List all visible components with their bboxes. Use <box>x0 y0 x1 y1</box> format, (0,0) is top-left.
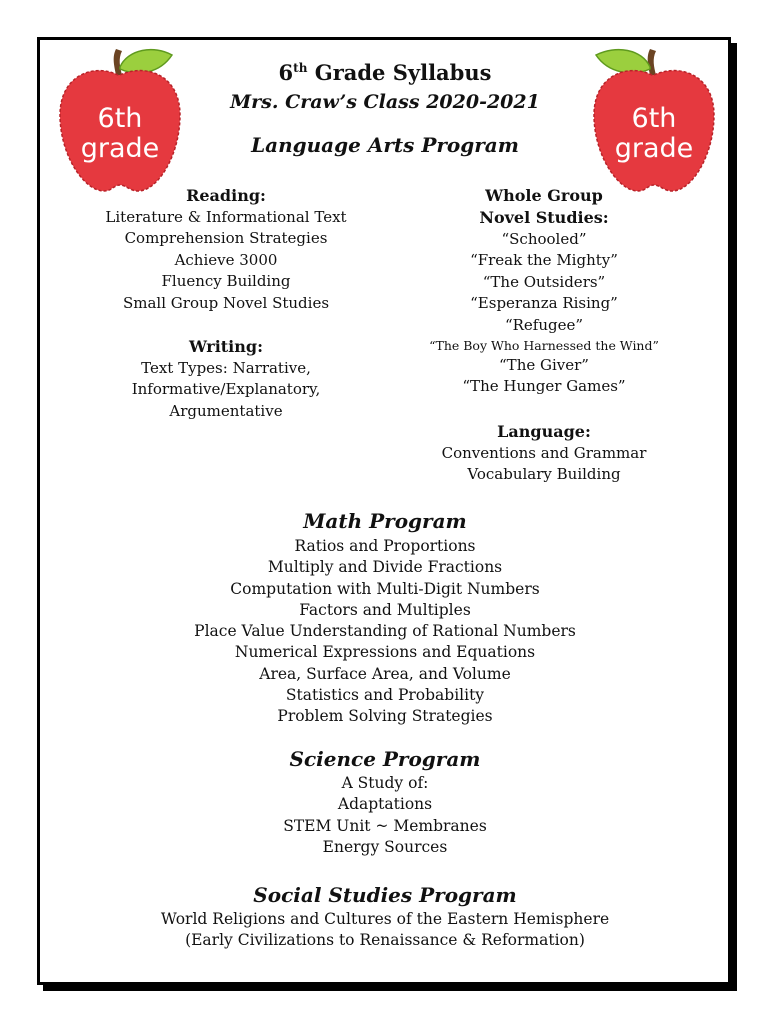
novel-list <box>398 229 690 398</box>
list-item: Computation with Multi-Digit Numbers <box>230 579 540 598</box>
list-item: Achieve 3000 <box>174 250 278 269</box>
list-item: Multiply and Divide Fractions <box>267 558 503 577</box>
social-studies-title: Social Studies Program <box>253 883 517 907</box>
list-item: World Religions and Cultures of the Eastern Hemisphere <box>160 910 610 928</box>
novel-studies-heading-line2: Novel Studies: <box>479 208 609 227</box>
list-item: A Study of: <box>341 774 429 792</box>
list-item: “The Outsiders” <box>482 272 606 291</box>
svg-text:grade: grade <box>80 133 160 164</box>
list-item: “Schooled” <box>501 230 587 248</box>
svg-text:6th: 6th <box>631 103 677 134</box>
svg-text:6th: 6th <box>97 103 143 134</box>
list-item: “Freak the Mighty” <box>470 251 618 270</box>
novel-studies-heading-line1: Whole Group <box>485 186 603 205</box>
reading-heading: Reading: <box>186 186 266 205</box>
writing-section <box>80 336 372 422</box>
list-item: Energy Sources <box>322 837 448 856</box>
list-item: “The Giver” <box>499 356 589 375</box>
list-item: Conventions and Grammar <box>441 444 647 462</box>
list-item: “The Hunger Games” <box>462 377 626 396</box>
list-item: Informative/Explanatory, <box>131 380 321 399</box>
language-heading: Language: <box>497 422 591 441</box>
novel-studies-section <box>398 185 690 398</box>
list-item: Statistics and Probability <box>285 686 485 705</box>
list-item: Area, Surface Area, and Volume <box>259 664 511 683</box>
list-item: Vocabulary Building <box>467 465 621 484</box>
list-item: Small Group Novel Studies <box>122 293 330 312</box>
svg-text:grade: grade <box>614 133 694 164</box>
page-title: 6th Grade Syllabus <box>278 60 492 85</box>
writing-heading: Writing: <box>189 337 263 356</box>
language-list <box>398 443 690 486</box>
list-item: Fluency Building <box>161 272 291 291</box>
list-item: STEM Unit ~ Membranes <box>283 816 487 835</box>
list-item: Text Types: Narrative, <box>141 359 311 377</box>
writing-list <box>80 358 372 422</box>
math-list <box>0 536 770 728</box>
math-title: Math Program <box>303 509 467 533</box>
science-title: Science Program <box>289 747 481 771</box>
list-item: “The Boy Who Harnessed the Wind” <box>429 338 659 354</box>
reading-section <box>80 185 372 314</box>
page-subtitle: Mrs. Craw’s Class 2020-2021 <box>230 91 540 113</box>
list-item: Argumentative <box>169 401 283 420</box>
list-item: Factors and Multiples <box>299 600 471 619</box>
list-item: “Refugee” <box>504 315 584 334</box>
reading-list <box>80 207 372 314</box>
language-arts-title: Language Arts Program <box>251 133 519 157</box>
language-section <box>398 421 690 486</box>
science-list <box>0 773 770 858</box>
list-item: Comprehension Strategies <box>124 229 328 248</box>
list-item: Literature & Informational Text <box>105 208 347 226</box>
list-item: Place Value Understanding of Rational Numbers <box>194 622 576 641</box>
social-studies-list <box>0 909 770 952</box>
list-item: Numerical Expressions and Equations <box>234 643 536 662</box>
list-item: Problem Solving Strategies <box>277 707 493 726</box>
list-item: (Early Civilizations to Renaissance & Reformation) <box>185 931 585 950</box>
list-item: Adaptations <box>337 795 433 814</box>
list-item: “Esperanza Rising” <box>470 294 618 313</box>
list-item: Ratios and Proportions <box>294 537 476 555</box>
